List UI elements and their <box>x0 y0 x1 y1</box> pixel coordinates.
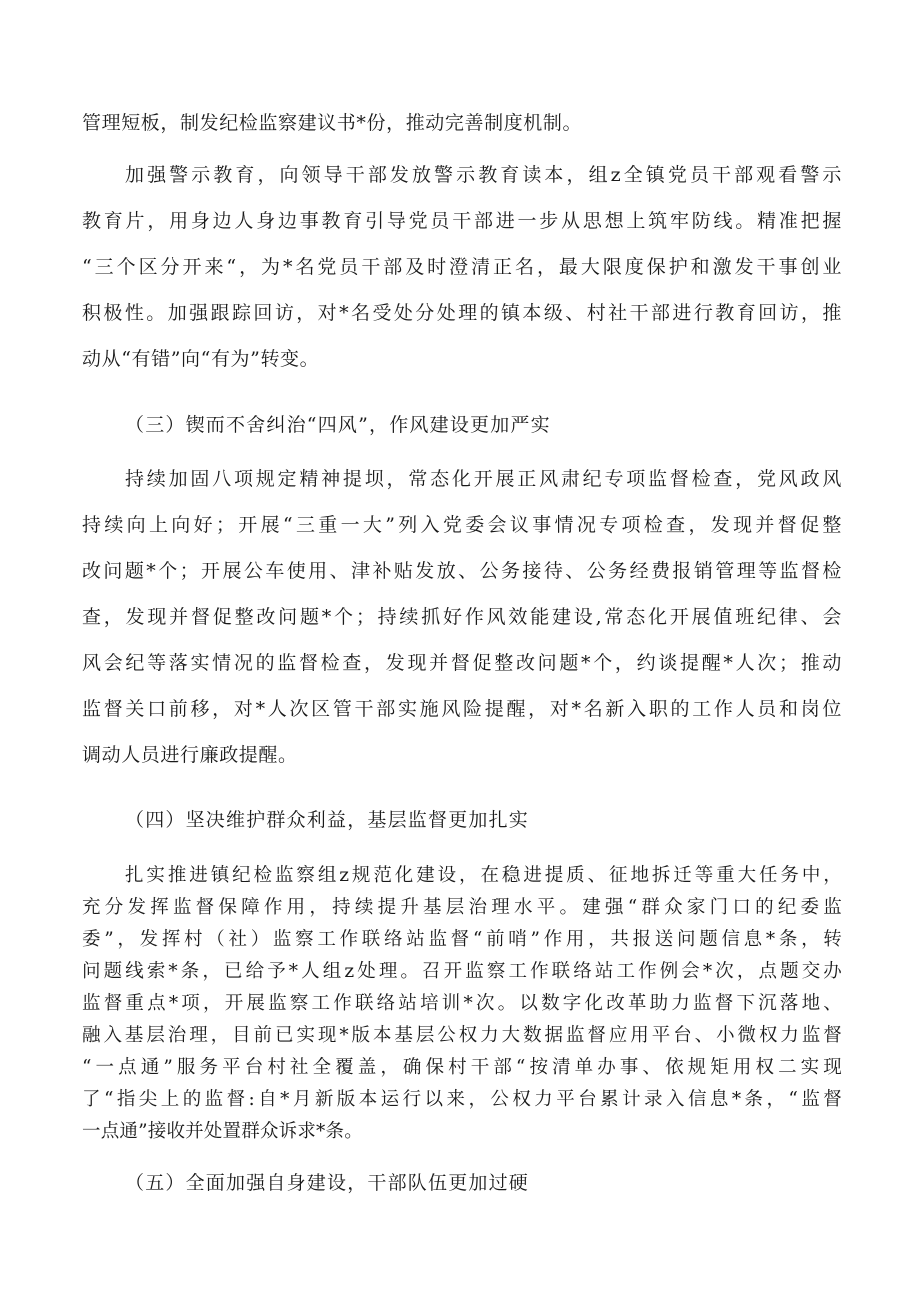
paragraph-line: 扎实推进镇纪检监察组z规范化建设，在稳进提质、征地拆迁等重大任务中， <box>125 865 842 886</box>
paragraph-line: 积极性。加强跟踪回访，对*名受处分处理的镇本级、村社干部进行教育回访，推 <box>82 302 842 324</box>
paragraph-line: 加强警示教育，向领导干部发放警示教育读本，组z全镇党员干部观看警示 <box>125 164 842 186</box>
paragraph-line: 动从“有错”向“有为”转变。 <box>82 348 320 370</box>
paragraph-line: 风会纪等落实情况的监督检查，发现并督促整改问题*个，约谈提醒*人次；推动 <box>82 652 842 674</box>
paragraph-line: 教育片，用身边人身边事教育引导党员干部进一步从思想上筑牢防线。精准把握 <box>82 210 842 232</box>
paragraph-line: 问题线索*条，已给予*人组z处理。召开监察工作联络站工作例会*次，点题交办 <box>82 961 842 982</box>
paragraph-line: 委”，发挥村（社）监察工作联络站监督“前哨”作用，共报送问题信息*条，转 <box>82 929 842 950</box>
section-heading-3: （三）锲而不舍纠治“四风”，作风建设更加严实 <box>125 414 551 436</box>
paragraph-line: 融入基层治理，目前已实现*版本基层公权力大数据监督应用平台、小微权力监督 <box>82 1025 842 1046</box>
paragraph-line: 监督重点*项，开展监察工作联络站培训*次。以数字化改革助力监督下沉落地、 <box>82 993 842 1014</box>
paragraph-line: 监督关口前移，对*人次区管干部实施风险提醒，对*名新入职的工作人员和岗位 <box>82 698 842 720</box>
paragraph-line: “三个区分开来“，为*名党员干部及时澄清正名，最大限度保护和激发干事创业 <box>82 256 842 278</box>
paragraph-line: 了“指尖上的监督:自*月新版本运行以来，公权力平台累计录入信息*条，“监督 <box>82 1089 842 1110</box>
paragraph-line: 持续加固八项规定精神提坝，常态化开展正风肃纪专项监督检查，党风政风 <box>125 468 842 490</box>
paragraph-line: 管理短板，制发纪检监察建议书*份，推动完善制度机制。 <box>82 112 583 134</box>
paragraph-line: 调动人员进行廉政提醒。 <box>82 744 298 766</box>
section-heading-5: （五）全面加强自身建设，干部队伍更加过硬 <box>125 1172 530 1194</box>
paragraph-line: 一点通”接收并处置群众诉求*条。 <box>82 1121 363 1142</box>
paragraph-line: 持续向上向好；开展“三重一大”列入党委会议事情况专项检查，发现并督促整 <box>82 514 842 536</box>
paragraph-line: “一点通”服务平台村社全覆盖，确保村干部“按清单办事、依规矩用权二实现 <box>82 1057 842 1078</box>
section-heading-4: （四）坚决维护群众利益，基层监督更加扎实 <box>125 809 530 831</box>
paragraph-line: 查，发现并督促整改问题*个；持续抓好作风效能建设,常态化开展值班纪律、会 <box>82 606 842 628</box>
paragraph-line: 充分发挥监督保障作用，持续提升基层治理水平。建强“群众家门口的纪委监 <box>82 897 842 918</box>
paragraph-line: 改问题*个；开展公车使用、津补贴发放、公务接待、公务经费报销管理等监督检 <box>82 560 842 582</box>
